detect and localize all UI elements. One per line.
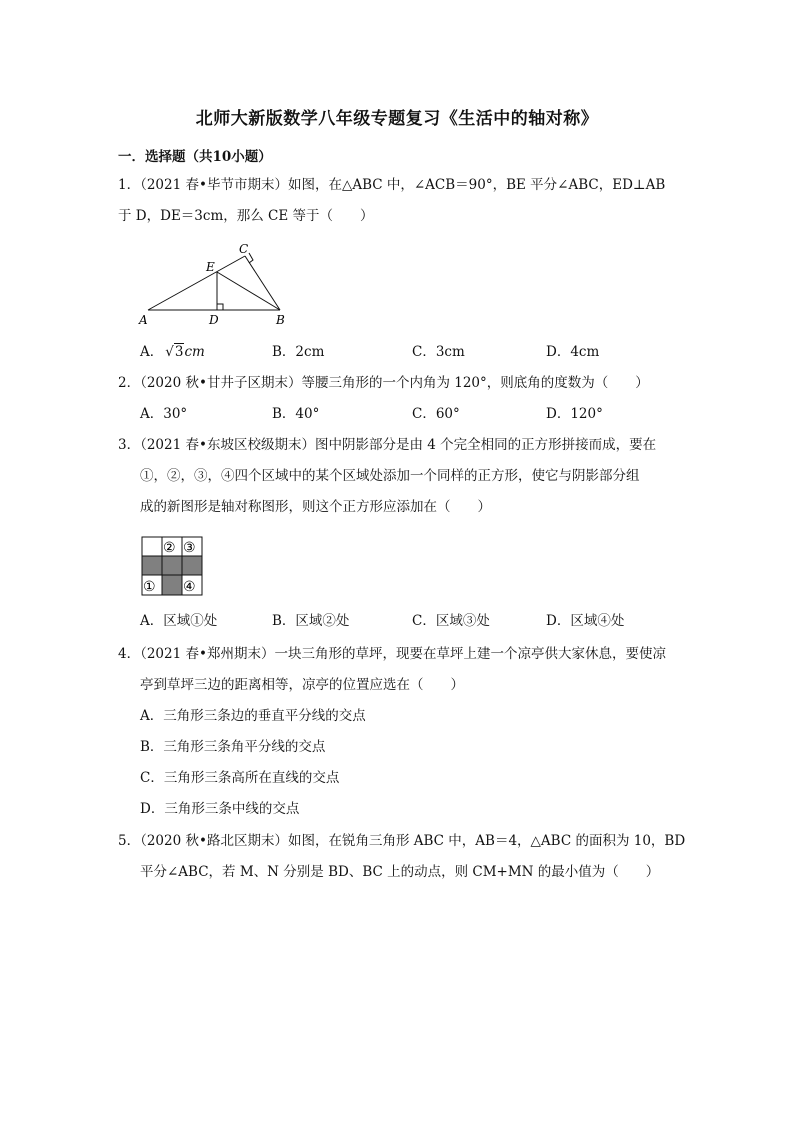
segment-BE [217, 272, 280, 310]
q1-option-a-unit: cm [184, 344, 205, 360]
region-3-label: ③ [183, 540, 196, 556]
q1-option-a[interactable] [140, 343, 205, 361]
q3-grid-figure [141, 536, 203, 596]
q1-triangle-figure [135, 240, 305, 332]
region-1-label: ① [143, 579, 156, 595]
page-title: 北师大新版数学八年级专题复习《生活中的轴对称》 [195, 109, 599, 129]
q2-line1: 2．（2020 秋•甘井子区期末）等腰三角形的一个内角为 120°，则底角的度数为（ ） [118, 375, 649, 391]
right-angle-mark-C [249, 253, 253, 263]
sqrt-icon: √3 [165, 344, 184, 360]
right-angle-mark-D [217, 304, 223, 310]
q4-option-d[interactable]: D．三角形三条中线的交点 [140, 801, 300, 817]
q2-option-d[interactable]: D．120° [546, 406, 603, 422]
q1-line1: 1．（2021 春•毕节市期末）如图，在△ABC 中，∠ACB＝90°，BE 平分∠ABC，ED⊥AB [118, 177, 666, 193]
shaded-square [182, 556, 202, 575]
label-D: D [209, 313, 219, 327]
q3-option-c[interactable]: C．区域③处 [412, 613, 490, 629]
q5-line1: 5．（2020 秋•路北区期末）如图，在锐角三角形 ABC 中，AB＝4，△ABC 的面积为 10，BD [118, 833, 686, 849]
q4-line2: 亭到草坪三边的距离相等，凉亭的位置应选在（ ） [140, 677, 464, 693]
q1-line2: 于 D，DE＝3cm，那么 CE 等于（ ） [118, 208, 374, 224]
label-B: B [276, 313, 285, 327]
q4-option-b[interactable]: B．三角形三条角平分线的交点 [140, 739, 326, 755]
q4-line1: 4．（2021 春•郑州期末）一块三角形的草坪，现要在草坪上建一个凉亭供大家休息，要使凉 [118, 646, 666, 662]
shaded-square [162, 556, 182, 575]
q3-line1: 3．（2021 春•东坡区校级期末）图中阴影部分是由 4 个完全相同的正方形拼接而成，要在 [118, 437, 657, 453]
q5-line2: 平分∠ABC，若 M、N 分别是 BD、BC 上的动点，则 CM+MN 的最小值为（ ） [140, 864, 660, 880]
q3-option-b[interactable]: B．区域②处 [272, 613, 350, 629]
q1-option-d[interactable]: D．4cm [546, 344, 600, 360]
region-4-label: ④ [183, 579, 196, 595]
q3-option-a[interactable]: A．区域①处 [140, 613, 218, 629]
segment-BC [245, 256, 280, 310]
q4-option-c[interactable]: C．三角形三条高所在直线的交点 [140, 770, 340, 786]
q1-option-a-root: 3 [174, 344, 184, 360]
q3-line3: 成的新图形是轴对称图形，则这个正方形应添加在（ ） [140, 499, 491, 515]
label-A: A [139, 313, 148, 327]
q4-option-a[interactable]: A．三角形三条边的垂直平分线的交点 [140, 708, 366, 724]
q2-option-c[interactable]: C．60° [412, 406, 460, 422]
q1-option-c[interactable]: C．3cm [412, 344, 465, 360]
segment-AC [148, 256, 245, 310]
q2-option-b[interactable]: B．40° [272, 406, 320, 422]
shaded-square [142, 556, 162, 575]
q3-line2: ①，②，③，④四个区域中的某个区域处添加一个同样的正方形，使它与阴影部分组 [140, 468, 640, 484]
q2-option-a[interactable]: A．30° [140, 406, 188, 422]
shaded-square [162, 575, 182, 595]
region-2-label: ② [163, 540, 176, 556]
label-C: C [239, 242, 249, 256]
q3-option-d[interactable]: D．区域④处 [546, 613, 625, 629]
q1-option-b[interactable]: B．2cm [272, 344, 325, 360]
q1-option-a-prefix: A． [140, 344, 164, 360]
label-E: E [206, 260, 215, 274]
section-heading: 一．选择题（共10小题） [118, 149, 272, 165]
